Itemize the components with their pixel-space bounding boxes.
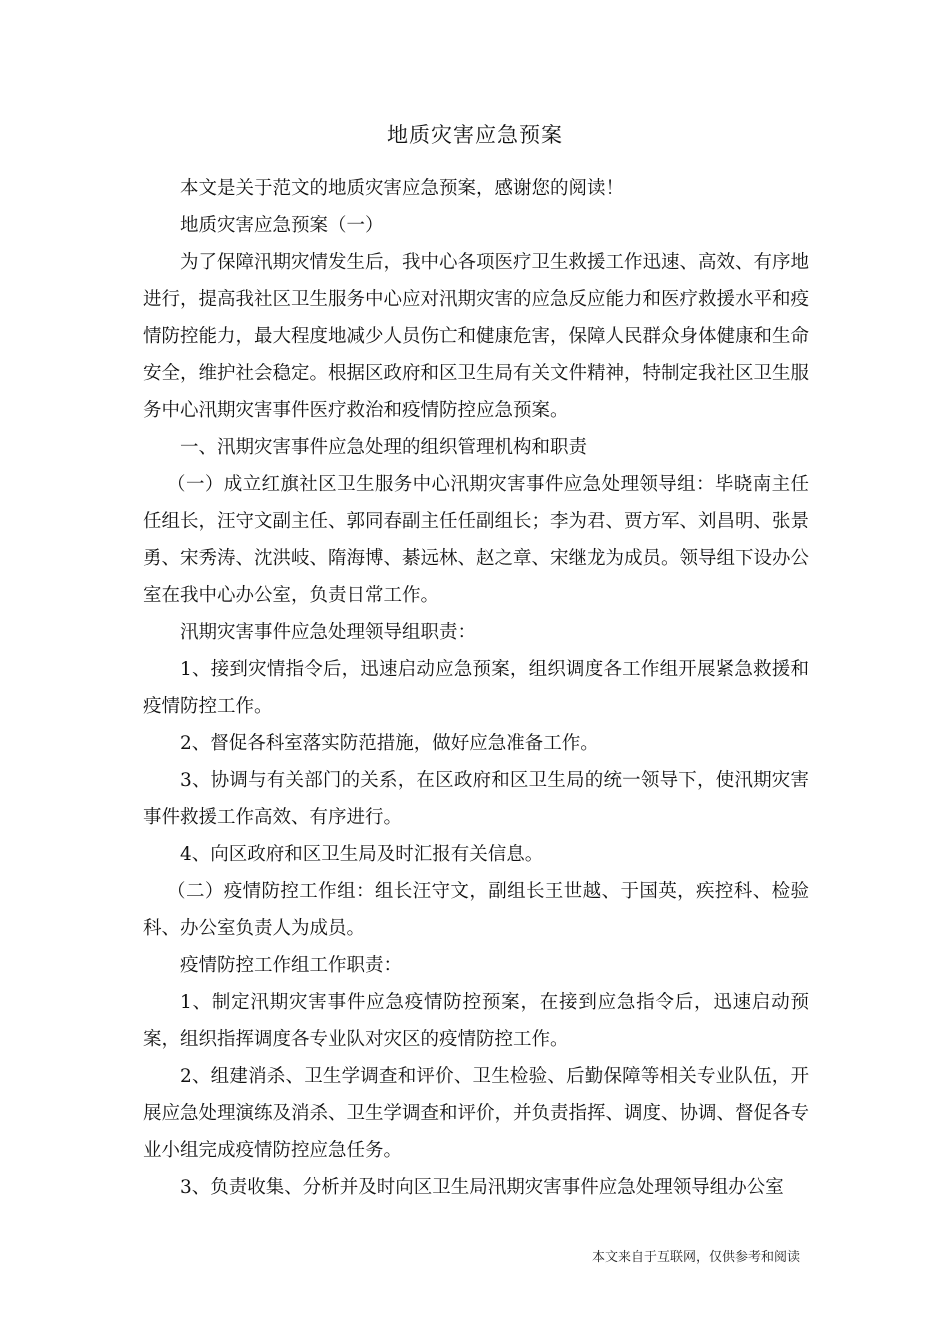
body-paragraph: 为了保障汛期灾情发生后，我中心各项医疗卫生救援工作迅速、高效、有序地进行，提高我社区卫生服务中心应对汛期灾害的应急反应能力和医疗救援水平和疫情防控能力，最大程度地减少人员伤亡和健康危害，保障人民群众身体健康和生命安全，维护社会稳定。根据区政府和区卫生局有关文件精神，特制定我社区卫生服务中心汛期灾害事件医疗救治和疫情防控应急预案。 xyxy=(143,252,810,421)
document-title: 地质灾害应急预案 xyxy=(387,123,563,147)
document-body xyxy=(143,170,809,1206)
list-item: 2、督促各科室落实防范措施，做好应急准备工作。 xyxy=(180,733,599,754)
list-item: 4、向区政府和区卫生局及时汇报有关信息。 xyxy=(180,844,544,865)
section-heading-1: 地质灾害应急预案（一） xyxy=(180,215,384,236)
intro-paragraph: 本文是关于范文的地质灾害应急预案，感谢您的阅读！ xyxy=(180,178,625,199)
list-item: 1、制定汛期灾害事件应急疫情防控预案，在接到应急指令后，迅速启动预案，组织指挥调度各专业队对灾区的疫情防控工作。 xyxy=(143,992,809,1050)
list-item: 3、负责收集、分析并及时向区卫生局汛期灾害事件应急处理领导组办公室 xyxy=(180,1177,784,1198)
sub-heading: 汛期灾害事件应急处理领导组职责： xyxy=(180,622,477,643)
section-heading: 一、汛期灾害事件应急处理的组织管理机构和职责 xyxy=(180,437,588,458)
body-paragraph: （一）成立红旗社区卫生服务中心汛期灾害事件应急处理领导组：毕晓南主任任组长，汪守文副主任、郭同春副主任任副组长；李为君、贾方军、刘昌明、张景勇、宋秀涛、沈洪岐、隋海博、綦远林、赵之章、宋继龙为成员。领导组下设办公室在我中心办公室，负责日常工作。 xyxy=(143,474,810,606)
sub-heading: 疫情防控工作组工作职责： xyxy=(180,955,403,976)
footer-note: 本文来自于互联网，仅供参考和阅读 xyxy=(591,1250,800,1265)
list-item: 3、协调与有关部门的关系，在区政府和区卫生局的统一领导下，使汛期灾害事件救援工作高效、有序进行。 xyxy=(143,770,809,828)
list-item: 1、接到灾情指令后，迅速启动应急预案，组织调度各工作组开展紧急救援和疫情防控工作。 xyxy=(143,659,809,717)
list-item: 2、组建消杀、卫生学调查和评价、卫生检验、后勤保障等相关专业队伍，开展应急处理演练及消杀、卫生学调查和评价，并负责指挥、调度、协调、督促各专业小组完成疫情防控应急任务。 xyxy=(143,1066,810,1161)
body-paragraph: （二）疫情防控工作组：组长汪守文，副组长王世越、于国英，疾控科、检验科、办公室负责人为成员。 xyxy=(143,881,809,939)
